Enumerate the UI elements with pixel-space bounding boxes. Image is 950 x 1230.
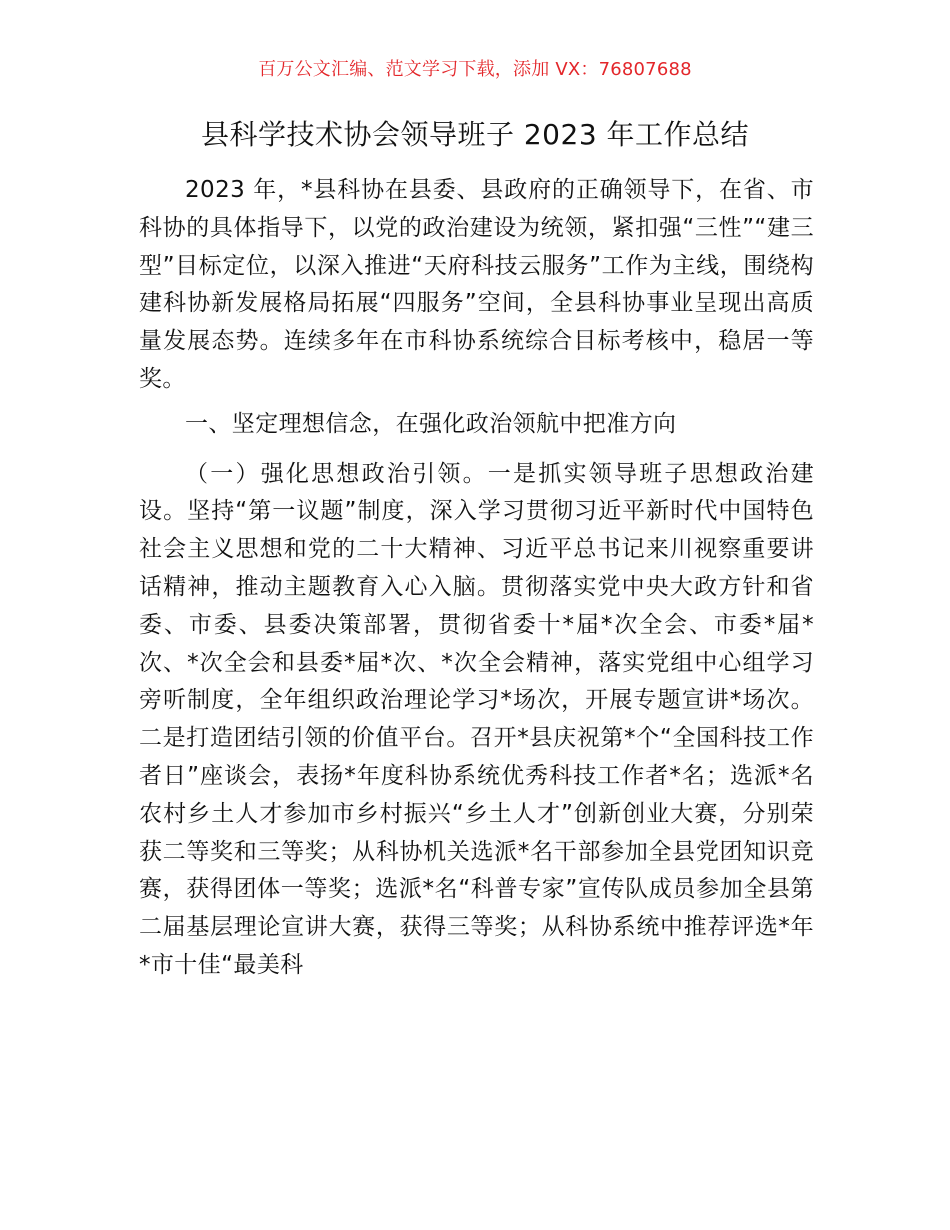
intro-paragraph: 2023 年，*县科协在县委、县政府的正确领导下，在省、市科协的具体指导下，以党的政治建设为统领，紧扣强“三性”“建三型”目标定位，以深入推进“天府科技云服务”工作为主线，围绕构建科协新发展格局拓展“四服务”空间，全县科协事业呈现出高质量发展态势。连续多年在市科协系统综合目标考核中，稳居一等奖。 bbox=[139, 177, 814, 392]
section-heading-1: 一、坚定理想信念，在强化政治领航中把准方向 bbox=[185, 410, 677, 437]
section-1-item-1-paragraph: （一）强化思想政治引领。一是抓实领导班子思想政治建设。坚持“第一议题”制度，深入学习贯彻习近平新时代中国特色社会主义思想和党的二十大精神、习近平总书记来川视察重要讲话精神，推动主题教育入心入脑。贯彻落实党中央大政方针和省委、市委、县委决策部署，贯彻省委十*届*次全会、市委*届*次、*次全会和县委*届*次、*次全会精神，落实党组中心组学习旁听制度，全年组织政治理论学习*场次，开展专题宣讲*场次。二是打造团结引领的价值平台。召开*县庆祝第*个“全国科技工作者日”座谈会，表扬*年度科协系统优秀科技工作者*名；选派*名农村乡土人才参加市乡村振兴“乡土人才”创新创业大赛，分别荣获二等奖和三等奖；从科协机关选派*名干部参加全县党团知识竞赛，获得团体一等奖；选派*名“科普专家”宣传队成员参加全县第二届基层理论宣讲大赛，获得三等奖；从科协系统中推荐评选*年*市十佳“最美科 bbox=[139, 460, 814, 978]
document-title: 县科学技术协会领导班子 2023 年工作总结 bbox=[200, 118, 750, 151]
document-body bbox=[139, 172, 814, 985]
watermark-banner: 百万公文汇编、范文学习下载，添加 VX：76807688 bbox=[258, 59, 692, 80]
